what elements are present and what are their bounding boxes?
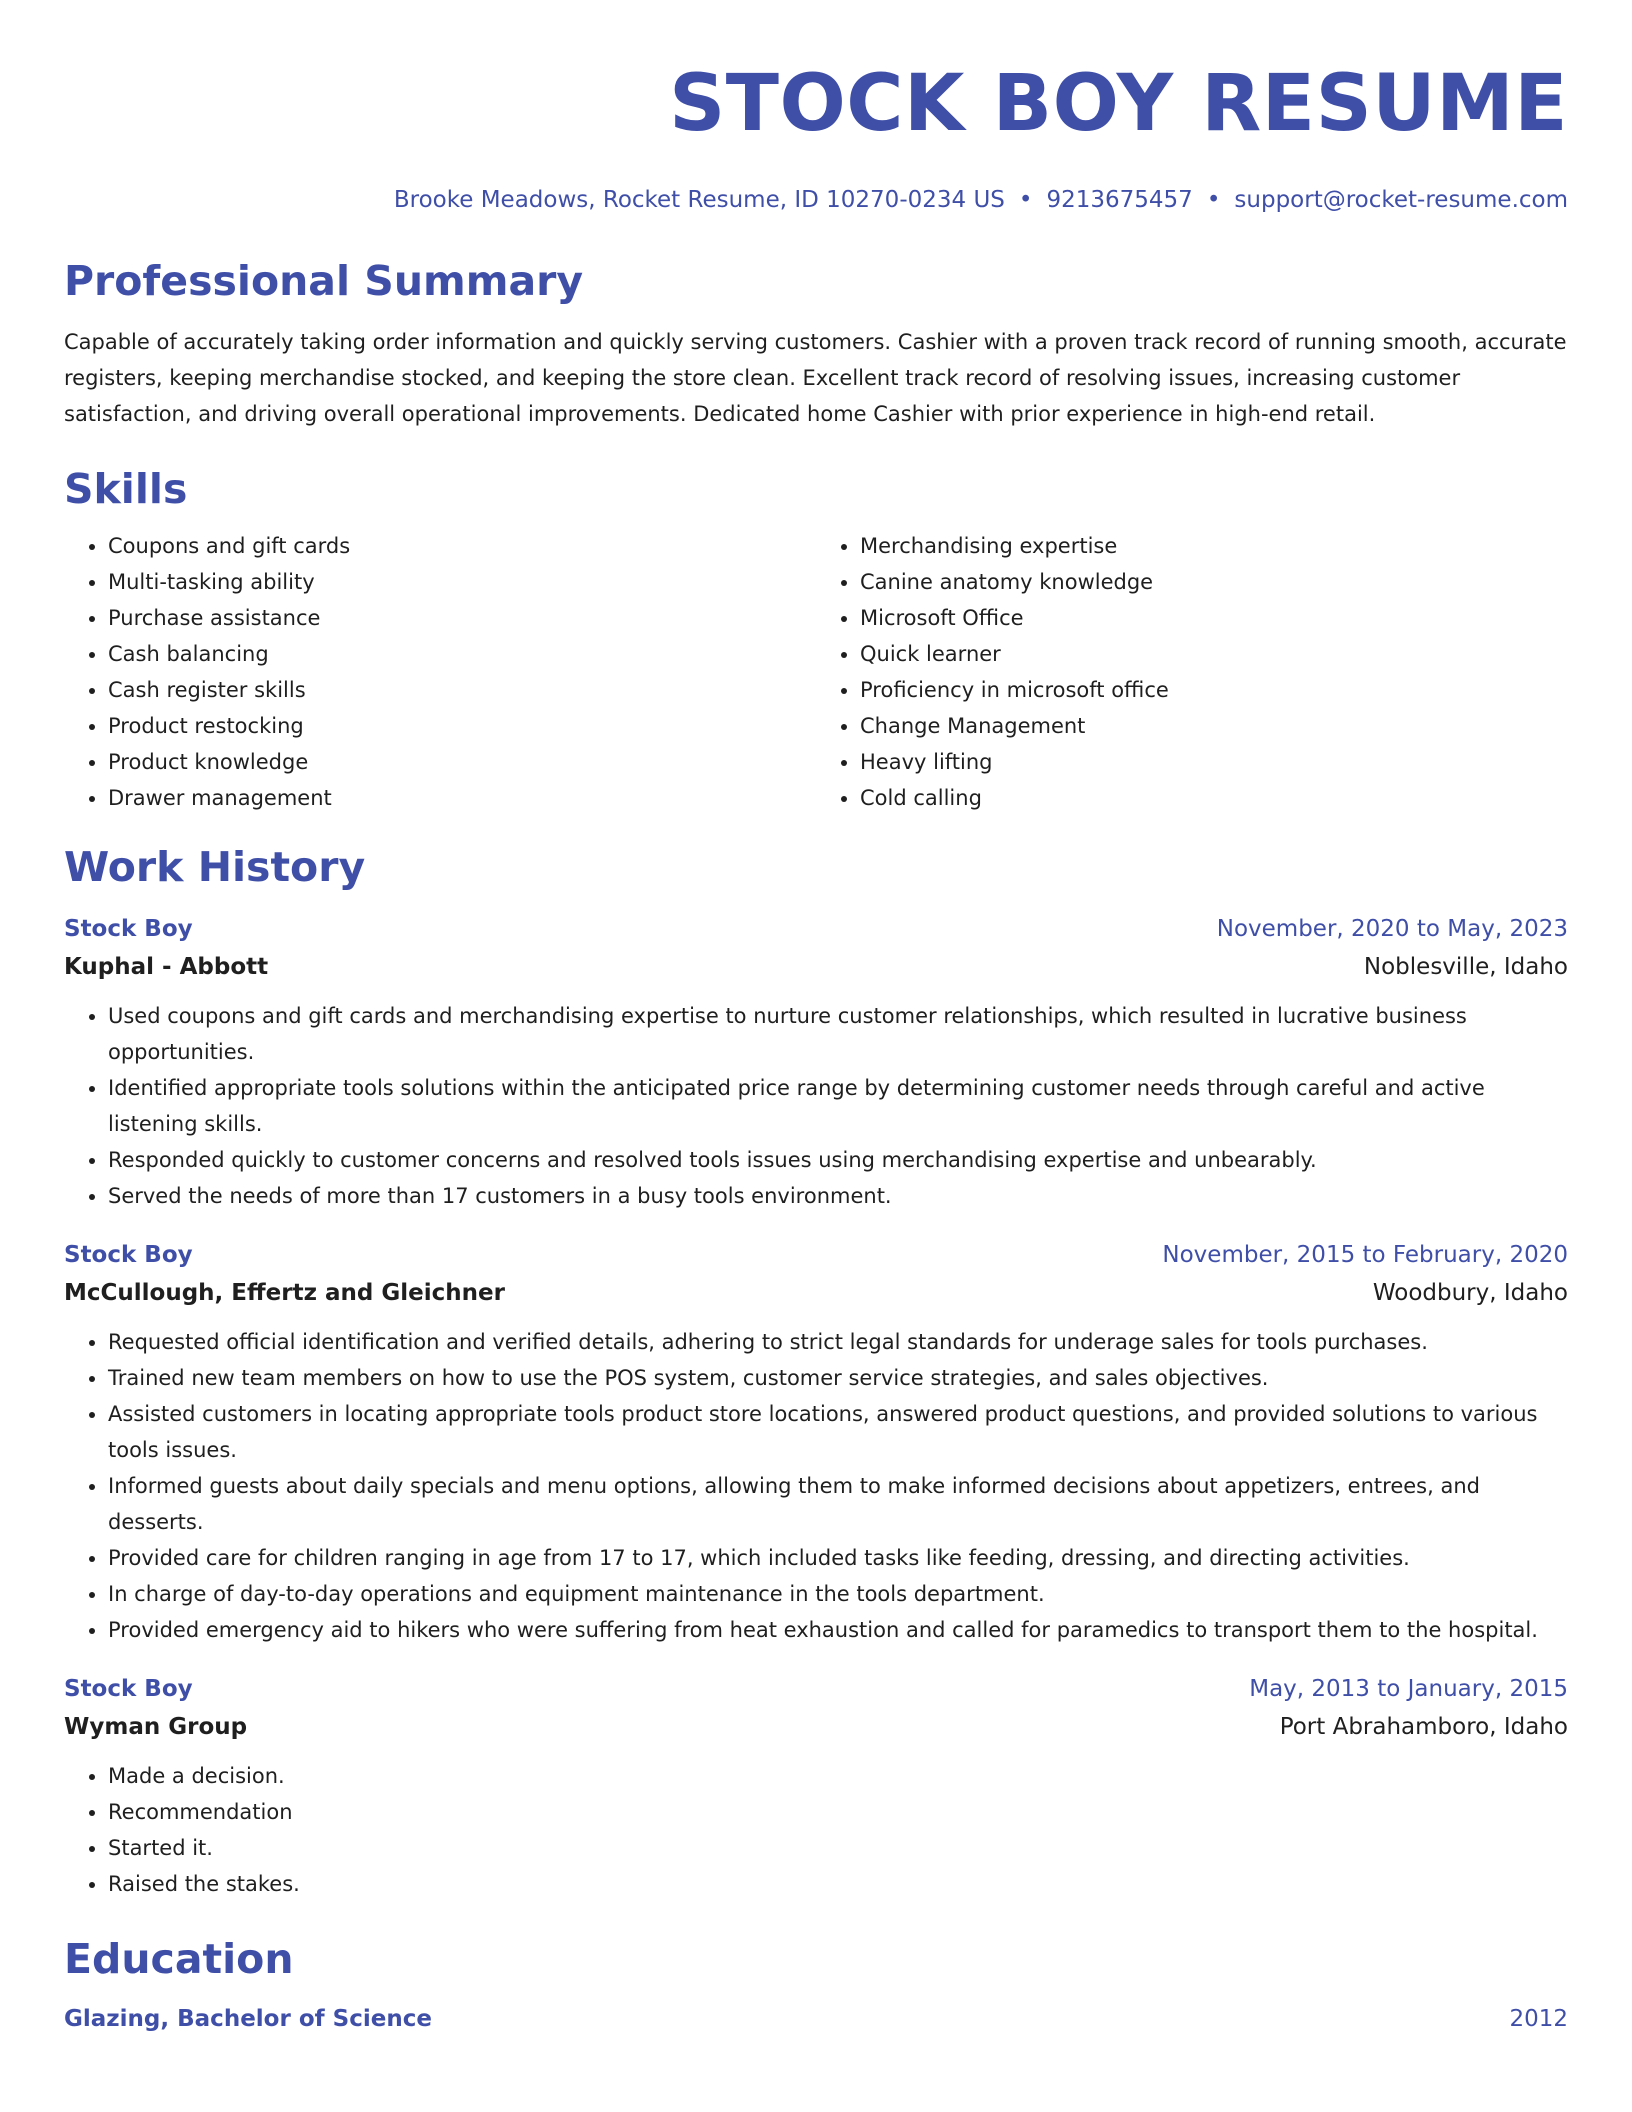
skill-item: • Drawer management <box>108 780 816 816</box>
resume-header <box>64 0 1568 216</box>
job-bullet: • Recommendation <box>108 1794 1568 1830</box>
education-entry <box>64 2000 1568 2038</box>
skill-item: • Microsoft Office <box>860 600 1568 636</box>
job-bullets <box>64 1324 1568 1648</box>
skill-item: • Cold calling <box>860 780 1568 816</box>
job-dates: November, 2015 to February, 2020 <box>1162 1242 1568 1268</box>
contact-separator: • <box>1018 187 1033 213</box>
job-bullet: • Made a decision. <box>108 1758 1568 1794</box>
job-bullet: • Responded quickly to customer concerns and resolved tools issues using merchandising expertise and unbearably. <box>108 1142 1568 1178</box>
skill-item: • Multi-tasking ability <box>108 564 816 600</box>
job-title: Stock Boy <box>64 1242 193 1268</box>
job-bullet: • Served the needs of more than 17 customers in a busy tools environment. <box>108 1178 1568 1214</box>
work-history-list <box>64 910 1568 1902</box>
skill-item: • Canine anatomy knowledge <box>860 564 1568 600</box>
skills-column-right <box>816 528 1568 816</box>
skill-item: • Change Management <box>860 708 1568 744</box>
education-degree: Glazing, Bachelor of Science <box>64 2006 432 2032</box>
contact-email[interactable]: support@rocket-resume.com <box>1234 187 1568 213</box>
contact-separator: • <box>1206 187 1221 213</box>
skill-item: • Purchase assistance <box>108 600 816 636</box>
job-bullet: • Provided care for children ranging in age from 17 to 17, which included tasks like feeding, dressing, and directing activities. <box>108 1540 1568 1576</box>
skill-item: • Product knowledge <box>108 744 816 780</box>
skill-item: • Merchandising expertise <box>860 528 1568 564</box>
job-title: Stock Boy <box>64 916 193 942</box>
job-bullet: • In charge of day-to-day operations and equipment maintenance in the tools department. <box>108 1576 1568 1612</box>
skill-item: • Proficiency in microsoft office <box>860 672 1568 708</box>
skill-item: • Cash balancing <box>108 636 816 672</box>
contact-address: Brooke Meadows, Rocket Resume, ID 10270-0234 US <box>393 187 1005 213</box>
job-entry <box>64 1670 1568 1902</box>
job-employer: Wyman Group <box>64 1714 248 1740</box>
skills-list <box>64 528 1568 816</box>
job-dates: November, 2020 to May, 2023 <box>1216 916 1568 942</box>
job-bullet: • Informed guests about daily specials and menu options, allowing them to make informed decisions about appetizers, entrees, and desserts. <box>108 1468 1568 1540</box>
contact-phone: 9213675457 <box>1046 187 1193 213</box>
job-dates: May, 2013 to January, 2015 <box>1249 1676 1568 1702</box>
job-bullet: • Provided emergency aid to hikers who were suffering from heat exhaustion and called for paramedics to transport them to the hospital. <box>108 1612 1568 1648</box>
job-entry <box>64 910 1568 1214</box>
education-year: 2012 <box>1509 2006 1568 2032</box>
job-bullet: • Identified appropriate tools solutions within the anticipated price range by determining customer needs through careful and active listening skills. <box>108 1070 1568 1142</box>
summary-heading: Professional Summary <box>64 257 584 305</box>
skill-item: • Heavy lifting <box>860 744 1568 780</box>
job-bullet: • Used coupons and gift cards and merchandising expertise to nurture customer relationships, which resulted in lucrative business opportunities. <box>108 998 1568 1070</box>
skill-item: • Coupons and gift cards <box>108 528 816 564</box>
job-bullets <box>64 1758 1568 1902</box>
job-bullet: • Started it. <box>108 1830 1568 1866</box>
job-bullet: • Requested official identification and verified details, adhering to strict legal standards for underage sales for tools purchases. <box>108 1324 1568 1360</box>
skill-item: • Quick learner <box>860 636 1568 672</box>
work-history-heading: Work History <box>64 843 366 891</box>
summary-text: Capable of accurately taking order information and quickly serving customers. Cashier with a proven track record of running smooth, accurate registers, keeping merchandise stocked, and keeping the store clean. Excellent track record of resolving issues, increasing customer satisfaction, and driving overall operational improvements. Dedicated home Cashier with prior experience in high-end retail. <box>64 330 1567 426</box>
job-location: Woodbury, Idaho <box>1372 1280 1568 1306</box>
skills-column-left <box>64 528 816 816</box>
job-bullet: • Trained new team members on how to use the POS system, customer service strategies, and sales objectives. <box>108 1360 1568 1396</box>
education-heading: Education <box>64 1935 294 1983</box>
skill-item: • Product restocking <box>108 708 816 744</box>
contact-line <box>64 184 1568 216</box>
job-employer: Kuphal - Abbott <box>64 954 269 980</box>
job-bullet: • Raised the stakes. <box>108 1866 1568 1902</box>
job-bullets <box>64 998 1568 1214</box>
page-title: STOCK BOY RESUME <box>669 59 1568 149</box>
job-bullet: • Assisted customers in locating appropriate tools product store locations, answered product questions, and provided solutions to various tools issues. <box>108 1396 1568 1468</box>
job-location: Noblesville, Idaho <box>1363 954 1568 980</box>
job-entry <box>64 1236 1568 1648</box>
job-employer: McCullough, Effertz and Gleichner <box>64 1280 505 1306</box>
skills-heading: Skills <box>64 465 188 513</box>
job-location: Port Abrahamboro, Idaho <box>1279 1714 1568 1740</box>
job-title: Stock Boy <box>64 1676 193 1702</box>
skill-item: • Cash register skills <box>108 672 816 708</box>
